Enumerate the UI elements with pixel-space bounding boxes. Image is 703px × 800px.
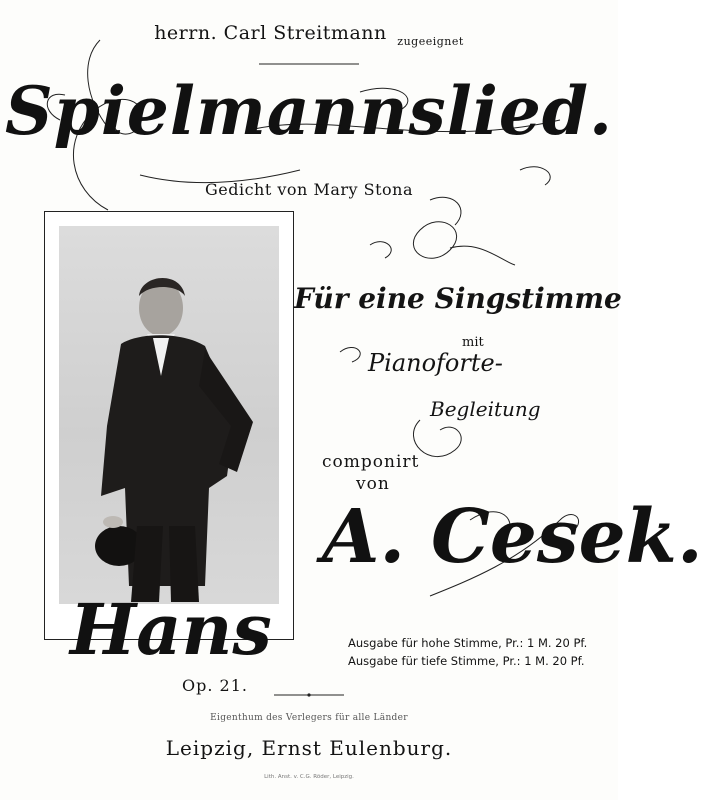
instrumentation-line-4: Begleitung bbox=[430, 397, 541, 421]
publisher-imprint: Leipzig, Ernst Eulenburg. bbox=[165, 736, 453, 760]
composer-name-last bbox=[322, 494, 703, 580]
poem-credit: Gedicht von Mary Stona bbox=[204, 180, 413, 199]
rights-notice: Eigenthum des Verlegers für alle Länder bbox=[210, 713, 408, 723]
instrumentation-line-2: mit bbox=[462, 335, 484, 350]
composed-by-line-1: componirt bbox=[322, 452, 420, 472]
composer-middle-initial: A. bbox=[322, 494, 406, 580]
printer-credit: Lith. Anst. v. C.G. Röder, Leipzig. bbox=[264, 774, 354, 780]
page-title: Spielmannslied. bbox=[5, 72, 613, 150]
dedication-prefix: herrn. bbox=[154, 22, 218, 44]
opus-number: Op. 21. bbox=[182, 676, 248, 695]
composer-first-name: Hans bbox=[70, 588, 272, 671]
instrumentation-line-1: Für eine Singstimme bbox=[294, 282, 622, 315]
footer-divider bbox=[274, 692, 344, 698]
composer-last-name: Cesek. bbox=[430, 494, 703, 580]
instrumentation-line-3: Pianoforte- bbox=[368, 349, 503, 377]
dedication-name: Carl Streitmann bbox=[223, 22, 387, 44]
composed-by-line-2: von bbox=[356, 474, 390, 494]
edition-low-voice: Ausgabe für tiefe Stimme, Pr.: 1 M. 20 Pf. bbox=[348, 654, 585, 668]
edition-high-voice: Ausgabe für hohe Stimme, Pr.: 1 M. 20 Pf. bbox=[348, 636, 588, 650]
dedication-suffix: zugeeignet bbox=[397, 35, 464, 48]
